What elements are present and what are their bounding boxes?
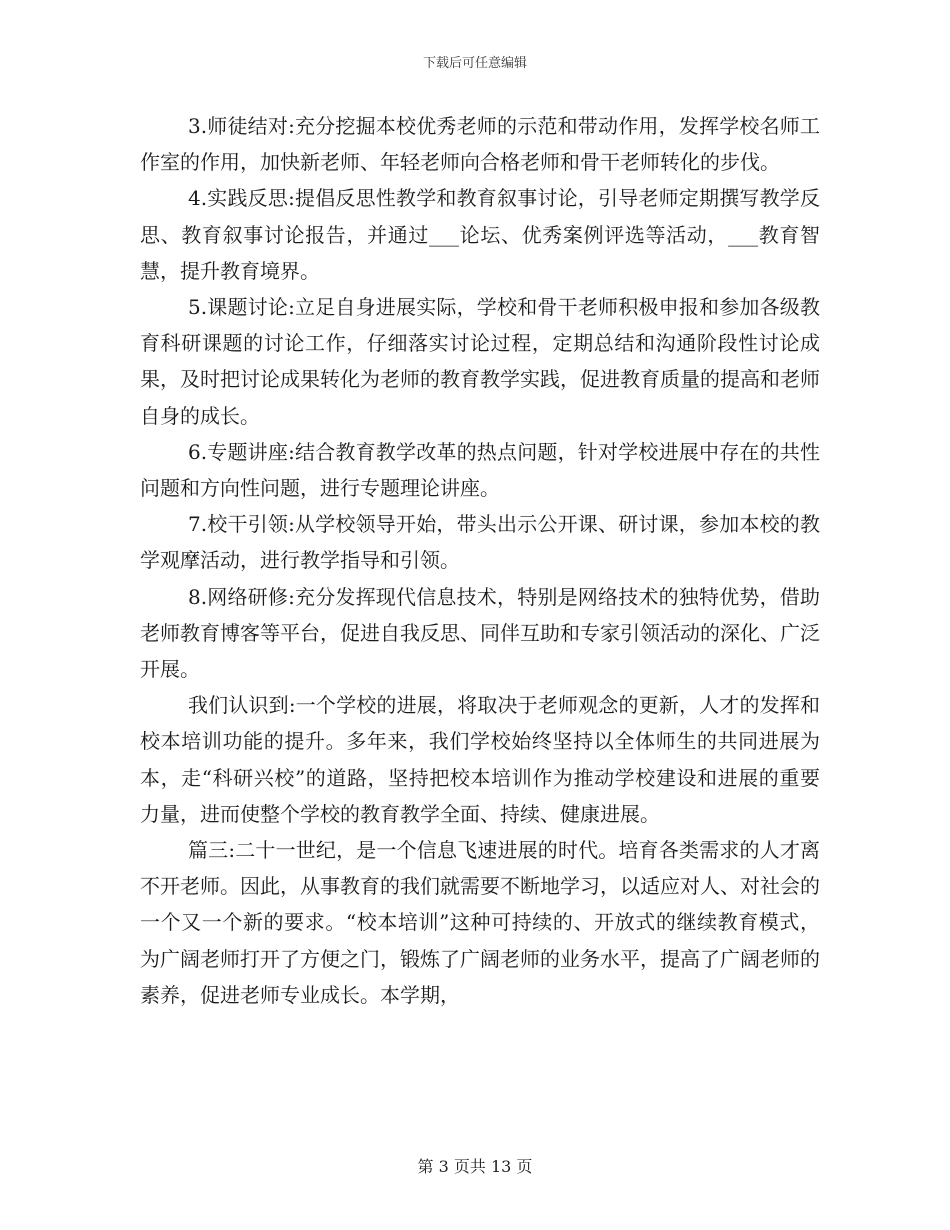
paragraph-conclusion: 我们认识到:一个学校的进展，将取决于老师观念的更新，人才的发挥和校本培训功能的提升。多年来，我们学校始终坚持以全体师生的共同进展为本，走“科研兴校”的道路，坚持把校本培训作为推动学校建设和进展的重要力量，进而使整个学校的教育教学全面、持续、健康进展。 — [140, 693, 820, 826]
paragraph-online-training: 8.网络研修:充分发挥现代信息技术，特别是网络技术的独特优势，借助老师教育博客等平台，促进自我反思、同伴互助和专家引领活动的深化、广泛开展。 — [140, 584, 820, 682]
paragraph-part-three: 篇三:二十一世纪，是一个信息飞速进展的时代。培育各类需求的人才离不开老师。因此，从事教育的我们就需要不断地学习，以适应对人、对社会的一个又一个新的要求。“校本培训”这种可持续的、开放式的继续教育模式，为广阔老师打开了方便之门，锻炼了广阔老师的业务水平，提高了广阔老师的素养，促进老师专业成长。本学期， — [140, 838, 820, 1007]
paragraph-leadership: 7.校干引领:从学校领导开始，带头出示公开课、研讨课，参加本校的教学观摩活动，进行教学指导和引领。 — [140, 512, 820, 573]
paragraph-mentorship: 3.师徒结对:充分挖掘本校优秀老师的示范和带动作用，发挥学校名师工作室的作用，加快新老师、年轻老师向合格老师和骨干老师转化的步伐。 — [140, 114, 820, 175]
document-body — [140, 108, 820, 1013]
page-number: 第 3 页共 13 页 — [417, 1157, 533, 1176]
paragraph-research-topics: 5.课题讨论:立足自身进展实际，学校和骨干老师积极申报和参加各级教育科研课题的讨论工作，仔细落实讨论过程，定期总结和沟通阶段性讨论成果，及时把讨论成果转化为老师的教育教学实践，促进教育质量的提高和老师自身的成长。 — [140, 295, 820, 428]
paragraph-practice-reflection: 4.实践反思:提倡反思性教学和教育叙事讨论，引导老师定期撰写教学反思、教育叙事讨论报告，并通过___论坛、优秀案例评选等活动，___教育智慧，提升教育境界。 — [140, 186, 820, 283]
page-header: 下载后可任意编辑 — [422, 56, 527, 71]
paragraph-lectures: 6.专题讲座:结合教育教学改革的热点问题，针对学校进展中存在的共性问题和方向性问题，进行专题理论讲座。 — [140, 439, 820, 501]
